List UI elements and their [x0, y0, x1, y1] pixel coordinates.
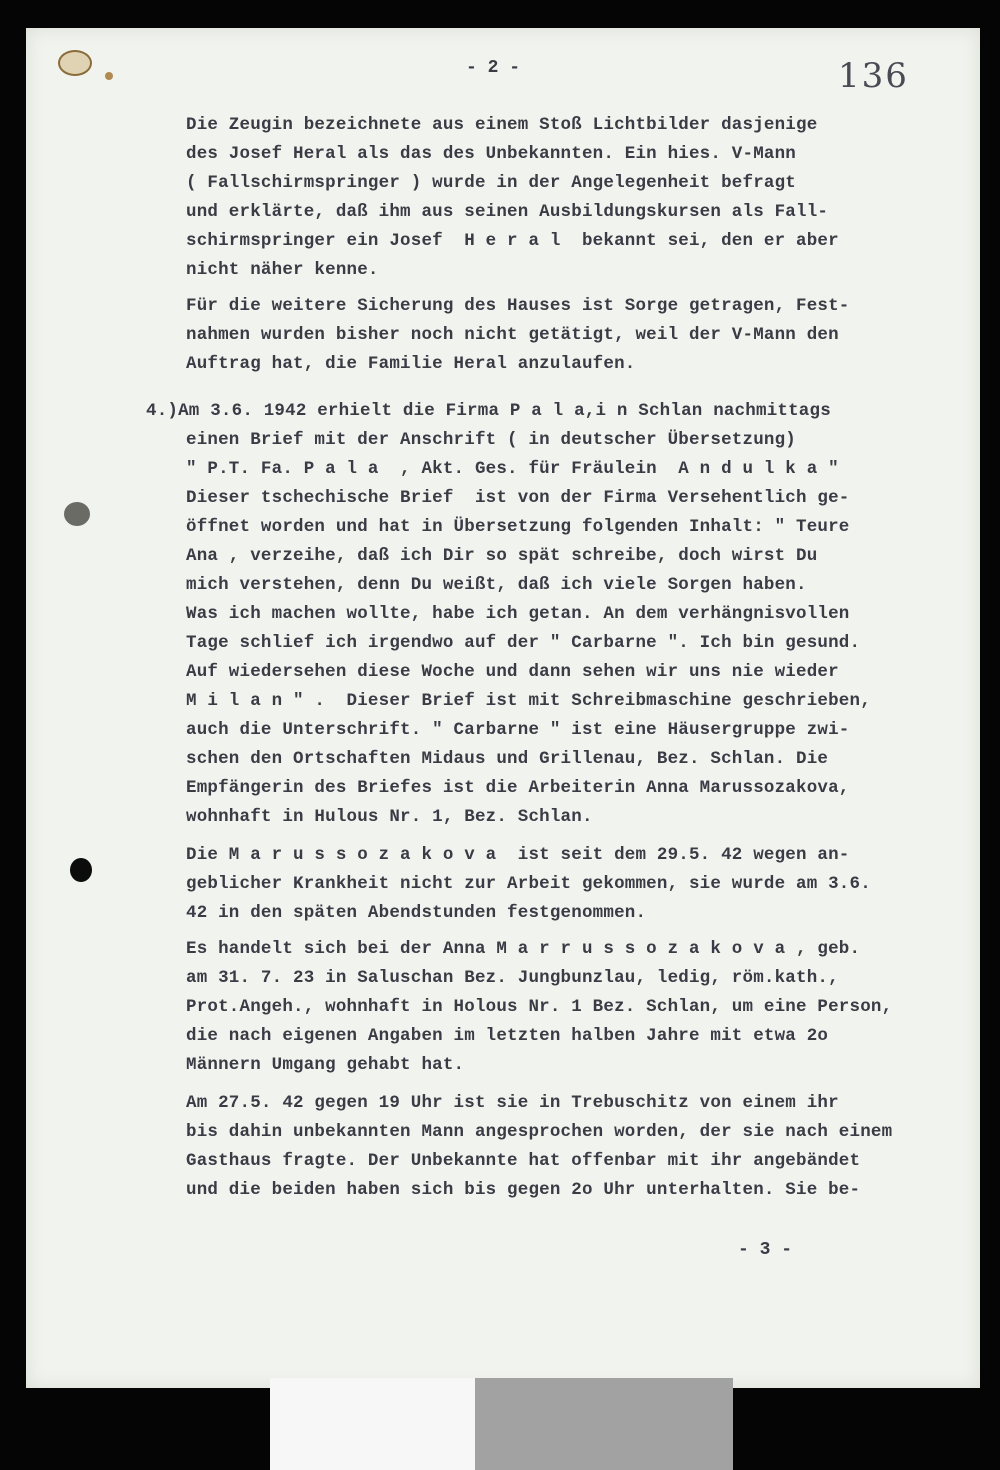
paper-stain-dot	[105, 72, 113, 80]
text-line: und erklärte, daß ihm aus seinen Ausbildungskursen als Fall-	[186, 202, 829, 222]
page-number: - 2 -	[466, 58, 521, 78]
text-line: bis dahin unbekannten Mann angesprochen worden, der sie nach einem	[186, 1122, 893, 1142]
text-line: schen den Ortschaften Midaus und Grillenau, Bez. Schlan. Die	[186, 749, 829, 769]
text-line: geblicher Krankheit nicht zur Arbeit gekommen, sie wurde am 3.6.	[186, 874, 871, 894]
text-line: Auf wiedersehen diese Woche und dann sehen wir uns nie wieder	[186, 662, 839, 682]
text-line: wohnhaft in Hulous Nr. 1, Bez. Schlan.	[186, 807, 593, 827]
punch-hole-bottom	[70, 858, 92, 882]
text-line: Prot.Angeh., wohnhaft in Holous Nr. 1 Bez. Schlan, um eine Person,	[186, 997, 893, 1017]
text-line: Die Zeugin bezeichnete aus einem Stoß Lichtbilder dasjenige	[186, 115, 818, 135]
text-line: des Josef Heral als das des Unbekannten. Ein hies. V-Mann	[186, 144, 796, 164]
text-line: Empfängerin des Briefes ist die Arbeiterin Anna Marussozakova,	[186, 778, 850, 798]
text-line: nahmen wurden bisher noch nicht getätigt, weil der V-Mann den	[186, 325, 839, 345]
text-line: die nach eigenen Angaben im letzten halben Jahre mit etwa 2o	[186, 1026, 829, 1046]
text-line: 42 in den späten Abendstunden festgenommen.	[186, 903, 647, 923]
text-line: einen Brief mit der Anschrift ( in deutscher Übersetzung)	[186, 430, 796, 450]
text-line: mich verstehen, denn Du weißt, daß ich viele Sorgen haben.	[186, 575, 807, 595]
text-line: " P.T. Fa. P a l a , Akt. Ges. für Fräulein A n d u l k a "	[186, 459, 839, 479]
text-line: am 31. 7. 23 in Saluschan Bez. Jungbunzlau, ledig, röm.kath.,	[186, 968, 839, 988]
text-line: Was ich machen wollte, habe ich getan. An dem verhängnisvollen	[186, 604, 850, 624]
punch-hole-top	[64, 502, 90, 526]
text-line: M i l a n " . Dieser Brief ist mit Schreibmaschine geschrieben,	[186, 691, 871, 711]
text-line: Männern Umgang gehabt hat.	[186, 1055, 465, 1075]
text-line: ( Fallschirmspringer ) wurde in der Angelegenheit befragt	[186, 173, 796, 193]
folio-number: 136	[838, 56, 909, 96]
text-line: Dieser tschechische Brief ist von der Firma Versehentlich ge-	[186, 488, 850, 508]
next-page-indicator: - 3 -	[738, 1240, 793, 1260]
paper-stain	[58, 50, 92, 76]
text-line: Ana , verzeihe, daß ich Dir so spät schreibe, doch wirst Du	[186, 546, 818, 566]
text-line: nicht näher kenne.	[186, 260, 379, 280]
text-line: Tage schlief ich irgendwo auf der " Carbarne ". Ich bin gesund.	[186, 633, 861, 653]
text-line: öffnet worden und hat in Übersetzung folgenden Inhalt: " Teure	[186, 517, 850, 537]
scan-white-reference-card	[270, 1378, 475, 1470]
text-line: und die beiden haben sich bis gegen 2o Uhr unterhalten. Sie be-	[186, 1180, 861, 1200]
scan-gray-reference-card	[475, 1378, 733, 1470]
text-line: Die M a r u s s o z a k o v a ist seit dem 29.5. 42 wegen an-	[186, 845, 850, 865]
text-line: Auftrag hat, die Familie Heral anzulaufen.	[186, 354, 636, 374]
text-line: 4.)Am 3.6. 1942 erhielt die Firma P a l a,i n Schlan nachmittags	[146, 401, 831, 421]
text-line: Für die weitere Sicherung des Hauses ist Sorge getragen, Fest-	[186, 296, 850, 316]
text-line: Am 27.5. 42 gegen 19 Uhr ist sie in Trebuschitz von einem ihr	[186, 1093, 839, 1113]
text-line: Gasthaus fragte. Der Unbekannte hat offenbar mit ihr angebändet	[186, 1151, 861, 1171]
text-line: Es handelt sich bei der Anna M a r r u s s o z a k o v a , geb.	[186, 939, 861, 959]
text-line: schirmspringer ein Josef H e r a l bekannt sei, den er aber	[186, 231, 839, 251]
text-line: auch die Unterschrift. " Carbarne " ist eine Häusergruppe zwi-	[186, 720, 850, 740]
